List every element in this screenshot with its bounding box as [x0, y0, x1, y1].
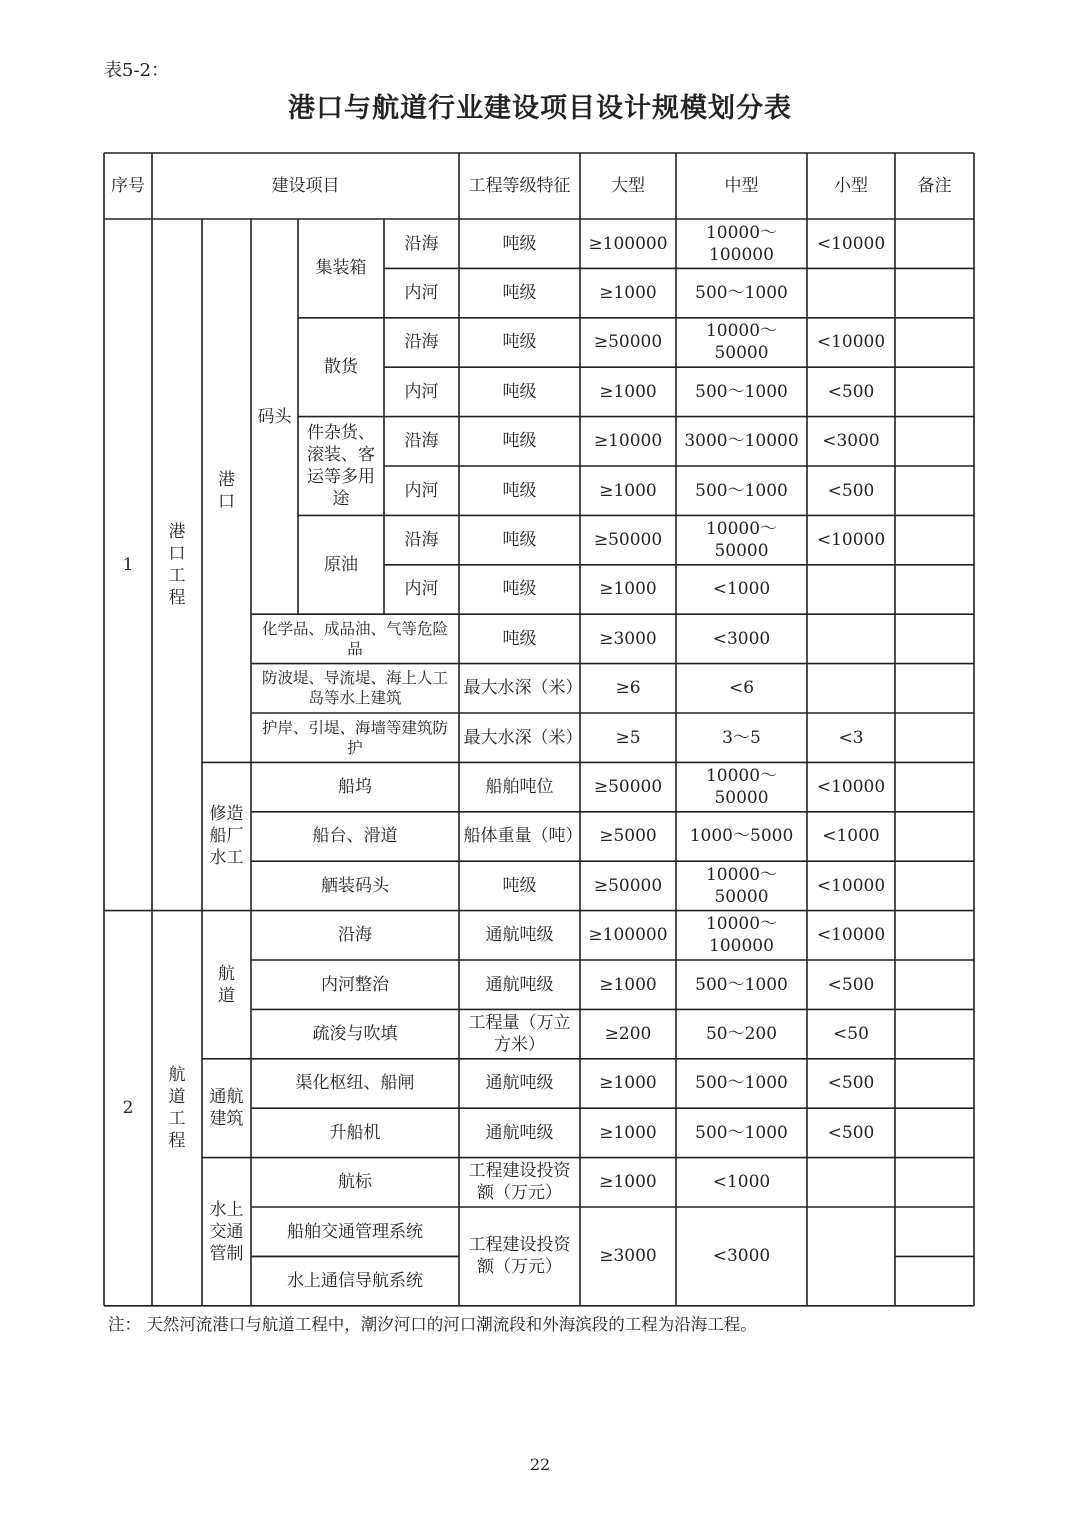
medium-value-cell: 10000～50000 — [705, 766, 778, 809]
small-value-cell: <10000 — [816, 530, 886, 551]
header-medium: 中型 — [724, 176, 759, 196]
header-large: 大型 — [611, 176, 645, 196]
large-value-cell: ≥200 — [604, 1024, 652, 1045]
large-value-cell: ≥3000 — [599, 628, 657, 649]
item-cell: 防波堤、导流堤、海上人工岛等水上建筑 — [261, 669, 448, 708]
small-value-cell: <500 — [827, 1073, 875, 1094]
feature-cell: 吨级 — [502, 875, 537, 896]
item-cell: 内河整治 — [321, 974, 389, 995]
feature-cell-text: 工程量（万立方米） — [468, 1013, 571, 1056]
small-value-cell: <3 — [838, 727, 864, 748]
group-channel — [202, 911, 251, 1059]
small-value-cell — [807, 664, 895, 713]
large-value-cell: ≥1000 — [599, 974, 657, 995]
large-value-cell: ≥10000 — [593, 431, 663, 452]
medium-value-cell: 3000～10000 — [684, 431, 799, 452]
row-no-1: 1 — [122, 554, 134, 575]
group-port-engineering — [152, 219, 202, 911]
feature-cell: 吨级 — [502, 233, 537, 254]
large-value-cell: ≥50000 — [593, 332, 663, 353]
small-value-cell — [807, 614, 895, 663]
large-value-cell: ≥50000 — [593, 530, 663, 551]
remark-cell — [895, 713, 974, 762]
large-value-cell: ≥5 — [615, 727, 641, 748]
subgroup-general-cargo-text: 件杂货、滚装、客运等多用途 — [307, 422, 375, 509]
large-value-cell: ≥1000 — [599, 480, 657, 501]
remark-cell — [895, 960, 974, 1009]
item-cell: 沿海 — [404, 332, 439, 353]
feature-cell — [459, 1158, 580, 1207]
group-shipyard-text: 修造船厂水工 — [209, 804, 244, 869]
medium-value-cell: 500～1000 — [695, 1073, 788, 1094]
subgroup-bulk: 散货 — [324, 357, 358, 378]
medium-value-cell: 500～1000 — [695, 480, 788, 501]
large-value-cell: ≥1000 — [599, 381, 657, 402]
header-remark: 备注 — [917, 176, 952, 196]
small-value-cell — [807, 268, 895, 317]
page-number: 22 — [529, 1455, 551, 1474]
item-cell: 航标 — [338, 1172, 372, 1193]
remark-cell — [895, 268, 974, 317]
medium-value-cell: 3～5 — [722, 727, 761, 748]
item-cell: 水上通信导航系统 — [287, 1271, 423, 1292]
group-wharf-text: 码头 — [257, 406, 292, 427]
medium-value-cell: <1000 — [712, 1172, 771, 1193]
medium-value-cell: 10000～50000 — [705, 864, 778, 907]
remark-cell — [895, 664, 974, 713]
table-note: 注： 天然河流港口与航道工程中，潮汐河口的河口潮流段和外海滨段的工程为沿海工程。 — [108, 1315, 757, 1334]
remark-cell — [895, 762, 974, 811]
remark-cell — [895, 614, 974, 663]
remark-cell — [895, 911, 974, 960]
remark-cell — [895, 1108, 974, 1157]
feature-cell-text: 工程建设投资额（万元） — [468, 1235, 571, 1278]
group-water-traffic — [202, 1158, 251, 1306]
feature-cell: 吨级 — [502, 480, 537, 501]
medium-value-cell: <3000 — [712, 628, 771, 649]
small-value-cell — [807, 1158, 895, 1207]
small-value-cell: <500 — [827, 381, 875, 402]
item-cell: 护岸、引堤、海墙等建筑防护 — [261, 718, 448, 757]
medium-value-cell: 1000～5000 — [689, 826, 794, 847]
remark-cell — [895, 565, 974, 614]
remark-cell — [895, 1009, 974, 1058]
feature-cell — [459, 1009, 580, 1058]
item-cell: 船台、滑道 — [312, 826, 398, 847]
large-value-cell: ≥1000 — [599, 283, 657, 304]
large-value-cell: ≥50000 — [593, 875, 663, 896]
item-cell: 内河 — [404, 381, 439, 402]
small-value-cell: <50 — [833, 1024, 869, 1045]
remark-cell — [895, 318, 974, 367]
large-value-cell: ≥100000 — [588, 925, 668, 946]
feature-cell — [459, 1207, 580, 1306]
item-cell: 内河 — [404, 480, 439, 501]
remark-cell — [895, 812, 974, 861]
item-cell: 升船机 — [329, 1122, 381, 1143]
item-cell: 舾装码头 — [321, 875, 389, 896]
item-cell: 沿海 — [404, 431, 439, 452]
feature-cell: 吨级 — [502, 579, 537, 600]
feature-cell — [459, 664, 583, 713]
medium-value-cell: 10000～100000 — [705, 222, 778, 265]
remark-cell — [895, 515, 974, 564]
feature-cell: 通航吨级 — [485, 974, 554, 995]
small-value-cell: <500 — [827, 480, 875, 501]
feature-cell — [459, 713, 583, 762]
large-value-cell: ≥1000 — [599, 1122, 657, 1143]
small-value-cell: <500 — [827, 1122, 875, 1143]
large-value-cell: ≥5000 — [599, 826, 657, 847]
item-cell: 沿海 — [338, 925, 372, 946]
medium-value-cell: 10000～100000 — [705, 914, 778, 957]
feature-cell: 吨级 — [502, 381, 537, 402]
remark-cell — [895, 1059, 974, 1108]
feature-cell-text: 船体重量（吨） — [463, 826, 583, 847]
medium-value-cell: 10000～50000 — [705, 519, 778, 562]
feature-cell: 吨级 — [502, 530, 537, 551]
large-value-cell: ≥1000 — [599, 1073, 657, 1094]
feature-cell — [459, 812, 583, 861]
subgroup-container: 集装箱 — [315, 258, 367, 279]
small-value-cell: <10000 — [816, 777, 886, 798]
feature-cell: 吨级 — [502, 332, 537, 353]
group-navigation-building — [202, 1059, 251, 1158]
small-value-cell — [807, 1207, 895, 1306]
item-cell: 化学品、成品油、气等危险品 — [261, 619, 448, 658]
item-cell: 沿海 — [404, 530, 439, 551]
group-navigation-building-text: 通航建筑 — [209, 1087, 244, 1130]
remark-cell — [895, 466, 974, 515]
group-port — [202, 219, 251, 762]
group-port-text: 港口 — [218, 469, 235, 512]
remark-cell — [895, 1207, 974, 1306]
small-value-cell: <500 — [827, 974, 875, 995]
feature-cell: 通航吨级 — [485, 925, 554, 946]
item-cell: 船舶交通管理系统 — [287, 1221, 423, 1242]
item-cell: 疏浚与吹填 — [312, 1024, 398, 1045]
item-cell: 船坞 — [338, 777, 372, 798]
feature-cell-text: 最大水深（米） — [463, 678, 583, 699]
medium-value-cell: <1000 — [712, 579, 771, 600]
feature-cell: 通航吨级 — [485, 1122, 554, 1143]
large-value-cell: ≥50000 — [593, 777, 663, 798]
small-value-cell: <10000 — [816, 332, 886, 353]
large-value-cell: ≥100000 — [588, 233, 668, 254]
group-channel-engineering-text: 航道工程 — [168, 1065, 186, 1152]
feature-cell: 船舶吨位 — [485, 777, 554, 798]
feature-cell-text: 工程建设投资额（万元） — [468, 1161, 571, 1204]
feature-cell: 吨级 — [502, 431, 537, 452]
item-cell: 渠化枢纽、船闸 — [295, 1073, 415, 1094]
medium-value-cell: 500～1000 — [695, 381, 788, 402]
group-shipyard — [202, 762, 251, 910]
remark-cell — [895, 861, 974, 910]
large-value-cell: ≥3000 — [599, 1246, 657, 1267]
small-value-cell: <1000 — [822, 826, 880, 847]
group-water-traffic-text: 水上交通管制 — [209, 1199, 244, 1264]
remark-cell — [895, 1158, 974, 1207]
feature-cell: 吨级 — [502, 283, 537, 304]
row-no-2: 2 — [122, 1098, 134, 1119]
small-value-cell: <3000 — [822, 431, 880, 452]
subgroup-general-cargo — [298, 417, 384, 516]
remark-cell — [895, 367, 974, 416]
small-value-cell: <10000 — [816, 925, 886, 946]
item-cell: 内河 — [404, 283, 439, 304]
medium-value-cell: 50～200 — [705, 1024, 778, 1045]
group-channel-text: 航道 — [218, 963, 235, 1006]
group-wharf — [251, 219, 298, 614]
feature-cell: 通航吨级 — [485, 1073, 554, 1094]
subgroup-crude-oil: 原油 — [324, 554, 358, 575]
header-item: 建设项目 — [271, 176, 340, 196]
feature-cell-text: 最大水深（米） — [463, 727, 583, 748]
large-value-cell: ≥6 — [615, 678, 641, 699]
large-value-cell: ≥1000 — [599, 1172, 657, 1193]
feature-cell: 吨级 — [502, 628, 537, 649]
large-value-cell: ≥1000 — [599, 579, 657, 600]
medium-value-cell: 500～1000 — [695, 283, 788, 304]
remark-cell — [895, 417, 974, 466]
item-cell: 沿海 — [404, 233, 439, 254]
page-title: 港口与航道行业建设项目设计规模划分表 — [288, 93, 792, 124]
header-no: 序号 — [111, 176, 145, 196]
medium-value-cell: 10000～50000 — [705, 321, 778, 364]
medium-value-cell: <3000 — [712, 1246, 771, 1267]
table-label: 表5-2： — [104, 60, 169, 81]
small-value-cell — [807, 565, 895, 614]
medium-value-cell: 500～1000 — [695, 974, 788, 995]
group-channel-engineering — [152, 911, 202, 1306]
header-small: 小型 — [834, 176, 868, 196]
small-value-cell: <10000 — [816, 875, 886, 896]
small-value-cell: <10000 — [816, 233, 886, 254]
medium-value-cell: <6 — [728, 678, 755, 699]
header-feature: 工程等级特征 — [468, 176, 571, 196]
group-port-engineering-text: 港口工程 — [168, 521, 186, 608]
remark-cell — [895, 219, 974, 268]
item-cell: 内河 — [404, 579, 439, 600]
medium-value-cell: 500～1000 — [695, 1122, 788, 1143]
